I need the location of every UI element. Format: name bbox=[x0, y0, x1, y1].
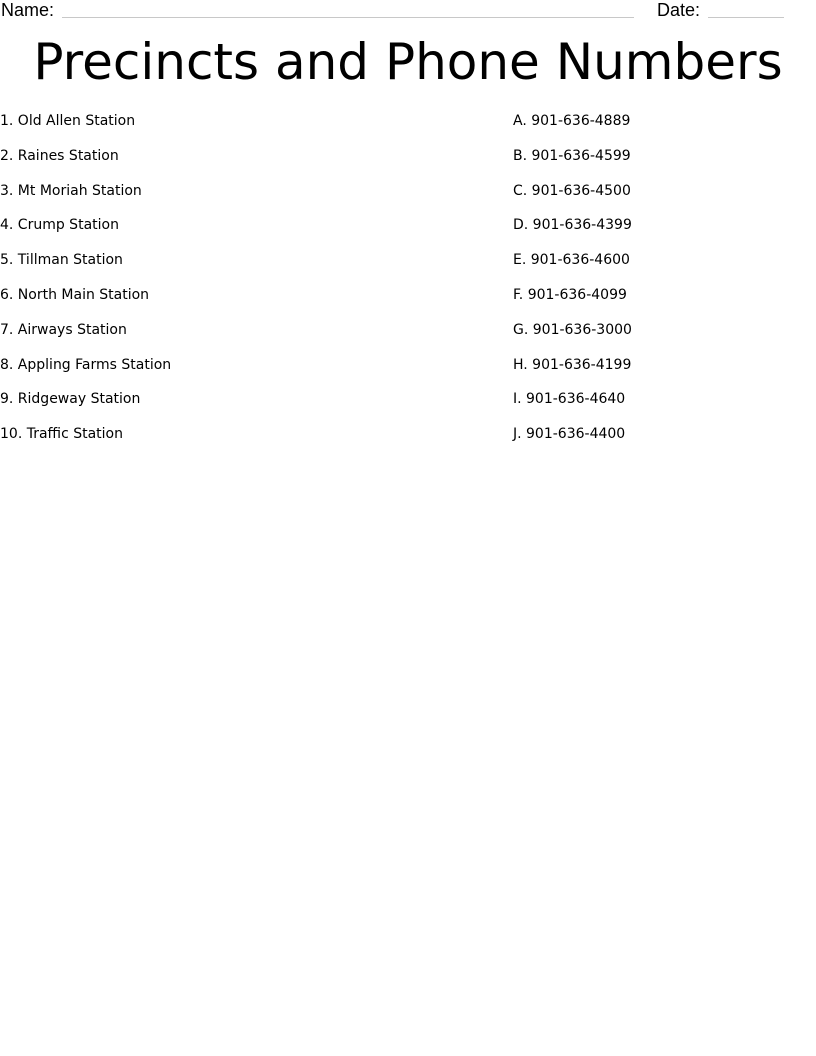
station-item: 8. Appling Farms Station bbox=[0, 356, 172, 373]
station-item: 5. Tillman Station bbox=[0, 252, 123, 269]
phone-item: H. 901-636-4199 bbox=[513, 356, 632, 373]
station-item: 9. Ridgeway Station bbox=[0, 391, 141, 408]
date-label: Date: bbox=[657, 0, 701, 20]
station-item: 7. Airways Station bbox=[0, 321, 127, 338]
phone-list bbox=[513, 112, 632, 460]
page-title: Precincts and Phone Numbers bbox=[33, 33, 783, 91]
station-item: 3. Mt Moriah Station bbox=[0, 182, 142, 199]
station-item: 6. North Main Station bbox=[0, 286, 150, 303]
station-item: 4. Crump Station bbox=[0, 217, 119, 234]
phone-item: C. 901-636-4500 bbox=[513, 182, 631, 199]
station-item: 2. Raines Station bbox=[0, 147, 119, 164]
name-blank-line bbox=[62, 17, 634, 18]
phone-item: J. 901-636-4400 bbox=[513, 426, 626, 443]
phone-item: E. 901-636-4600 bbox=[513, 252, 630, 269]
phone-item: D. 901-636-4399 bbox=[513, 217, 632, 234]
station-list bbox=[0, 112, 171, 460]
station-item: 10. Traffic Station bbox=[0, 426, 123, 443]
phone-item: B. 901-636-4599 bbox=[513, 147, 631, 164]
phone-item: G. 901-636-3000 bbox=[513, 321, 632, 338]
phone-item: F. 901-636-4099 bbox=[513, 286, 627, 303]
station-item: 1. Old Allen Station bbox=[0, 113, 136, 129]
phone-item: A. 901-636-4889 bbox=[513, 113, 631, 129]
worksheet-header bbox=[0, 0, 816, 24]
phone-item: I. 901-636-4640 bbox=[513, 391, 626, 408]
name-label: Name: bbox=[1, 0, 55, 20]
date-blank-line bbox=[708, 17, 784, 18]
